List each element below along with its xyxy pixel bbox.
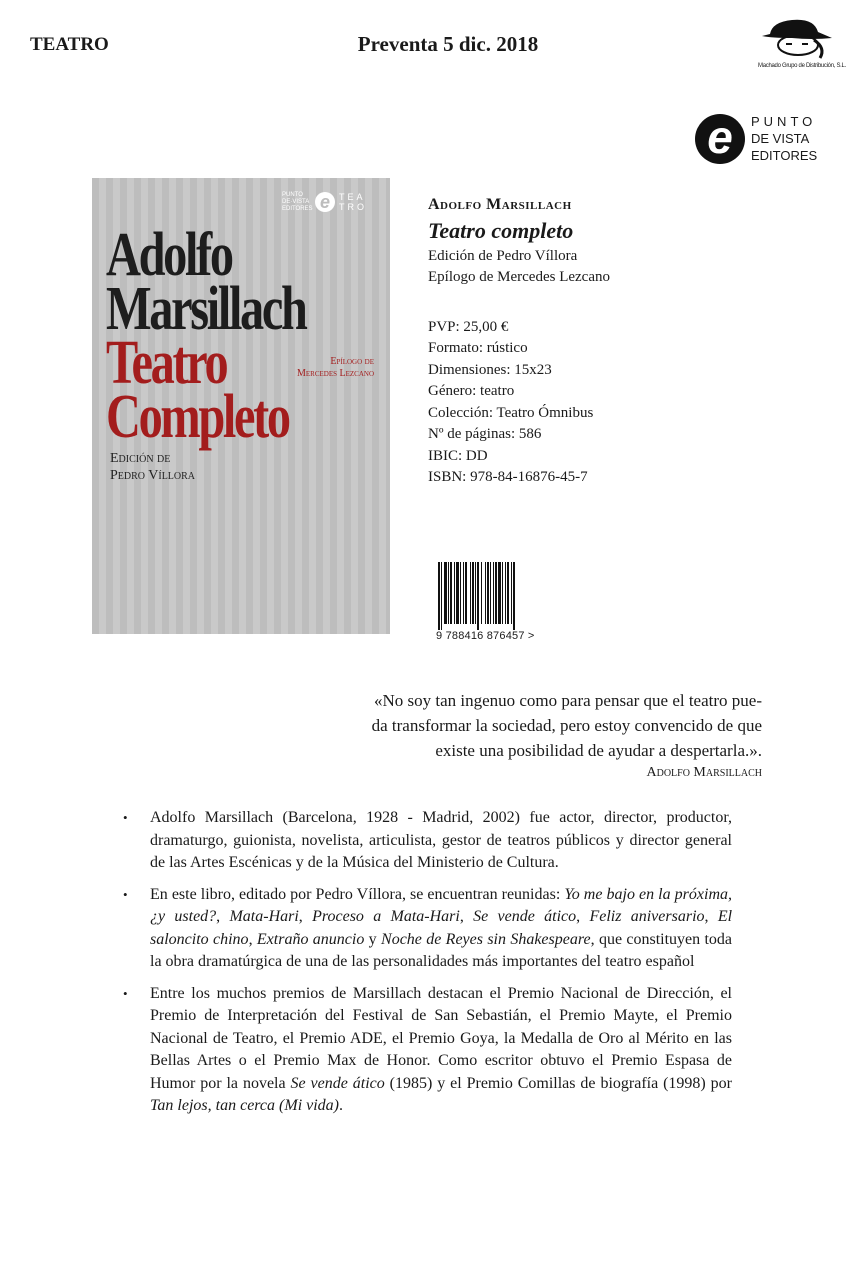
- cover-title: Completo: [106, 383, 289, 451]
- book-epilogue: Epílogo de Mercedes Lezcano: [428, 269, 610, 285]
- barcode-bar: [456, 562, 459, 624]
- barcode-bar: [441, 562, 442, 630]
- italic-title: Noche de Reyes sin Shakespeare: [381, 930, 591, 948]
- bullet-text: ,: [298, 908, 313, 925]
- barcode-bar: [487, 562, 489, 624]
- barcode-bars: [436, 562, 548, 630]
- book-detail: PVP: 25,00 €: [428, 318, 509, 335]
- book-title: Teatro completo: [428, 217, 574, 243]
- bullet-text: ,: [459, 908, 474, 925]
- bullet-text: Entre los muchos premios de Marsillach destacan el Premio Nacional de Dirección, el Premio de Interpretación del Festival de San Sebastián, el Premio Mayte, el Premio Nacional de Teatro, el Premio ADE, el Premio Goya, la Medalla de Oro al Mérito en las Bellas Artes o el Premio Max de Honor. Como escritor obtuvo el Premio Espasa de Humor por la novela: [150, 984, 732, 1092]
- bullet-text: En este libro, editado por Pedro Víllora, se encuentran reunidas:: [150, 885, 565, 903]
- bullet-text: ,: [576, 908, 590, 925]
- barcode-bar: [470, 562, 471, 624]
- italic-title: Yo me bajo en la próxima, ¿y usted?: [150, 885, 732, 925]
- bullet-text: ,: [216, 908, 230, 925]
- barcode-bar: [450, 562, 452, 624]
- cover-logo-mark: e: [315, 192, 335, 212]
- barcode-bar: [444, 562, 447, 624]
- barcode-bar: [513, 562, 515, 630]
- italic-title: Extraño anuncio: [256, 930, 365, 948]
- barcode-bar: [502, 562, 503, 624]
- cover-logo-text: PUNTO: [282, 192, 303, 198]
- bullet-text: y: [364, 930, 382, 948]
- barcode-bar: [495, 562, 497, 624]
- description-list: [122, 807, 732, 1127]
- bullet-text: (1985) y el Premio Comillas de biografía (1998) por: [384, 1074, 733, 1092]
- bullet-text: ,: [704, 908, 718, 925]
- barcode-bar: [475, 562, 476, 624]
- barcode-bar: [511, 562, 512, 624]
- italic-title: Se vende ático: [290, 1074, 385, 1092]
- cover-author: Marsillach: [106, 275, 306, 343]
- hat-face-icon: [752, 12, 852, 62]
- quote-attribution: Adolfo Marsillach: [646, 765, 762, 780]
- book-detail: Dimensiones: 15x23: [428, 361, 552, 378]
- barcode-bar: [438, 562, 440, 630]
- book-detail: Género: teatro: [428, 383, 515, 399]
- bullet-item: [122, 884, 732, 974]
- bullet-text: , que constituyen toda la obra dramatúrgica de una de las personalidades más importantes del teatro español: [150, 930, 733, 970]
- barcode-bar: [448, 562, 449, 624]
- book-cover: [92, 178, 390, 634]
- barcode-bar: [465, 562, 467, 624]
- book-detail: Colección: Teatro Ómnibus: [428, 404, 594, 421]
- book-detail: Nº de páginas: 586: [428, 426, 542, 442]
- cover-title: Teatro: [106, 329, 227, 397]
- bullet-text: .: [339, 1097, 344, 1114]
- barcode-bar: [490, 562, 491, 624]
- cover-epilogue-line: Mercedes Lezcano: [297, 368, 374, 379]
- barcode-bar: [505, 562, 506, 624]
- book-author: Adolfo Marsillach: [428, 196, 572, 213]
- distributor-name: Machado Grupo de Distribución, S.L.: [758, 63, 846, 69]
- italic-title: Feliz aniversario: [589, 908, 705, 925]
- cover-logo-text: DE·VISTA: [282, 199, 310, 205]
- publisher-logo: [695, 111, 835, 168]
- barcode-number: 9 788416 876457 >: [436, 630, 535, 642]
- cover-series-line: TEA: [339, 192, 366, 202]
- barcode-bar: [481, 562, 482, 624]
- cover-logo-text: EDITORES: [282, 206, 313, 212]
- cover-epilogue-line: Epílogo de: [330, 356, 374, 367]
- cover-edition-line: Pedro Víllora: [110, 468, 196, 483]
- publisher-mark: e: [695, 114, 745, 164]
- cover-logo: [282, 192, 382, 216]
- cover-edition-line: Edición de: [110, 451, 171, 466]
- book-detail: IBIC: DD: [428, 447, 488, 464]
- quote-line: «No soy tan ingenuo como para pensar que el teatro pue-: [373, 691, 762, 710]
- italic-title: Se vende ático: [473, 908, 577, 925]
- italic-title: Proceso a Mata-Hari: [312, 908, 460, 925]
- quote-line: existe una posibilidad de ayudar a despertarla.».: [435, 741, 762, 760]
- italic-title: Mata-Hari: [229, 908, 299, 925]
- section-label: TEATRO: [30, 34, 109, 55]
- cover-edition: [110, 450, 195, 484]
- book-info: [428, 194, 728, 489]
- italic-title: El saloncito chino: [150, 908, 733, 948]
- cover-epilogue: [297, 356, 374, 380]
- distributor-logo: [752, 12, 852, 74]
- quote: [270, 688, 762, 783]
- book-detail: ISBN: 978-84-16876-45-7: [428, 469, 588, 485]
- cover-series-line: TRO: [339, 202, 367, 212]
- barcode-bar: [477, 562, 479, 630]
- barcode-bar: [463, 562, 464, 624]
- publisher-line: PUNTO: [751, 114, 817, 129]
- barcode-bar: [507, 562, 509, 624]
- bullet-item: [122, 807, 732, 875]
- italic-title: Tan lejos, tan cerca (Mi vida): [150, 1097, 340, 1114]
- barcode-bar: [454, 562, 455, 624]
- publisher-line: DE VISTA: [751, 131, 810, 146]
- book-detail: Formato: rústico: [428, 340, 528, 356]
- barcode-bar: [498, 562, 501, 624]
- barcode-bar: [460, 562, 461, 624]
- bullet-text: Adolfo Marsillach (Barcelona, 1928 - Madrid, 2002) fue actor, director, productor, dramaturgo, guionista, novelista, articulista, gestor de teatros públicos y director general de las Artes Escénicas y de la Música del Ministerio de Cultura.: [150, 809, 732, 871]
- bullet-item: [122, 983, 732, 1118]
- quote-line: da transformar la sociedad, pero estoy convencido de que: [371, 716, 762, 735]
- barcode-bar: [472, 562, 474, 624]
- bullet-text: ,: [248, 930, 257, 948]
- presale-date: Preventa 5 dic. 2018: [357, 32, 539, 56]
- cover-series: [339, 192, 367, 212]
- barcode-bar: [493, 562, 494, 624]
- publisher-line: EDITORES: [751, 148, 818, 163]
- isbn-barcode: [436, 562, 548, 644]
- cover-author: Adolfo: [106, 221, 232, 289]
- barcode-bar: [485, 562, 486, 624]
- book-edition: Edición de Pedro Víllora: [428, 247, 578, 264]
